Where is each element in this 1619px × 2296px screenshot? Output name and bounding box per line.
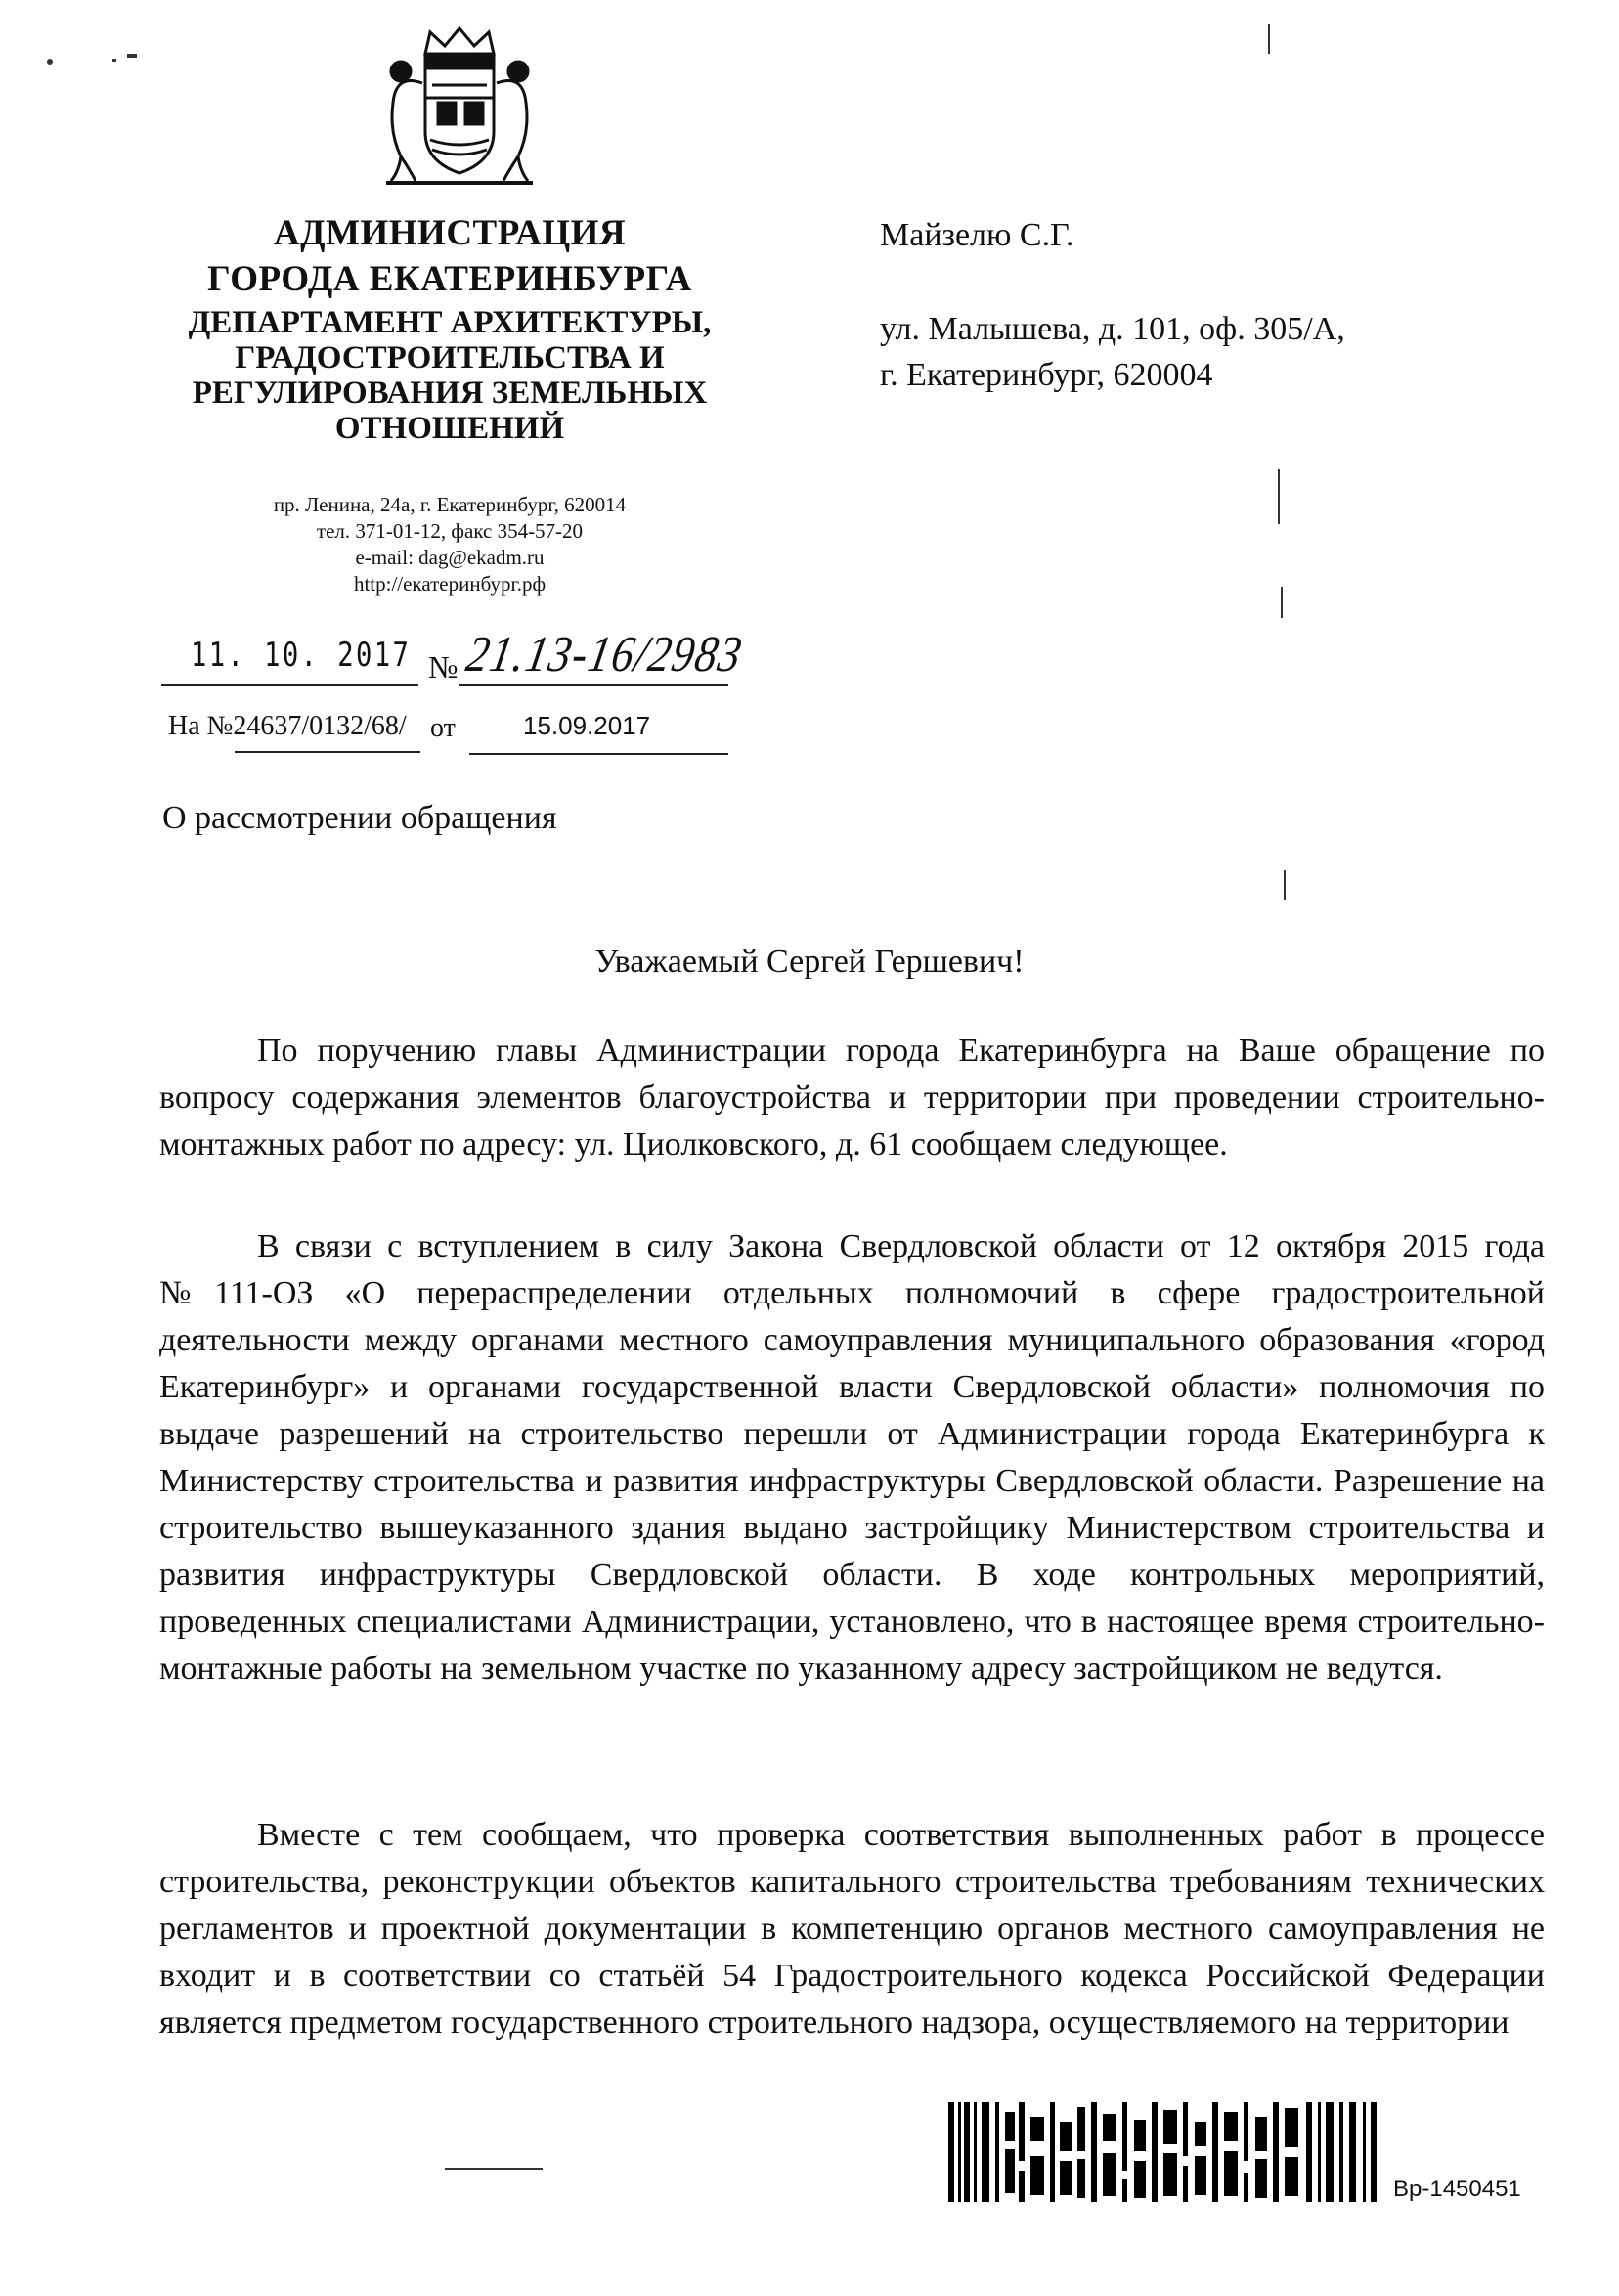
org-email: e-mail: dag@ekadm.ru	[355, 546, 545, 569]
registration-date: 11. 10. 2017	[191, 636, 412, 675]
org-address: пр. Ленина, 24а, г. Екатеринбург, 620014	[273, 493, 627, 516]
barcode-code: Вр-1450451	[1393, 2176, 1521, 2202]
dept-line: ОТНОШЕНИЙ	[334, 411, 565, 446]
paragraph: Вместе с тем сообщаем, что проверка соответствия выполненных работ в процессе строительства, реконструкции объектов капитального строительства требованиям технических регламентов и проектной документации в компетенцию органов местного самоуправления не входит и в соответствии со статьёй 54 Градостроительного кодекса Российской Федерации является предметом государственного строительного надзора, осуществляемого на территории	[159, 1817, 1545, 2041]
paragraph: В связи с вступлением в силу Закона Свердловской области от 12 октября 2015 года №111-ОЗ «О перераспределении отдельных полномочий в сфере градостроительной деятельности между органами местного самоуправления муниципального образования «город Екатеринбург» и органами государственной власти Свердловской области» полномочия по выдаче разрешений на строительство перешли от Администрации города Екатеринбурга к Министерству строительства и развития инфраструктуры Свердловской области. Разрешение на строительство вышеуказанного здания выдано застройщику Министерством строительства и развития инфраструктуры Свердловской области. В ходе контрольных мероприятий, проведенных специалистами Администрации, установлено, что в настоящее время строительно-монтажные работы на земельном участке по указанному адресу застройщиком не ведутся.	[159, 1228, 1545, 1687]
organization-name	[156, 210, 743, 302]
date-underline	[161, 684, 418, 686]
addressee-name: Майзелю С.Г.	[880, 217, 1074, 253]
dept-line: ДЕПАРТАМЕНТ АРХИТЕКТУРЫ,	[188, 305, 712, 340]
coat-of-arms-emblem	[372, 24, 547, 191]
org-website: http://екатеринбург.рф	[353, 572, 547, 596]
addressee-city: г. Екатеринбург, 620004	[880, 357, 1213, 393]
reference-from-label: от	[430, 713, 456, 743]
letter-body	[159, 1028, 1545, 1169]
scan-speck	[1278, 469, 1280, 524]
footer-dash	[445, 2168, 543, 2170]
scan-speck	[1284, 870, 1286, 900]
scan-speck	[1281, 587, 1283, 618]
letter-body	[159, 1812, 1545, 2047]
org-phone: тел. 371-01-12, факс 354-57-20	[316, 519, 584, 543]
scan-speck	[1268, 24, 1270, 54]
registration-number: 21.13-16/2983	[461, 627, 748, 683]
org-name-line1: АДМИНИСТРАЦИЯ	[273, 213, 627, 253]
addressee-street: ул. Малышева, д. 101, оф. 305/А,	[880, 311, 1345, 347]
department-name	[156, 305, 743, 446]
number-sign: №	[428, 649, 459, 684]
barcode	[948, 2102, 1378, 2202]
scan-speck	[127, 54, 137, 58]
letter-body	[159, 1223, 1545, 1693]
number-underline	[459, 684, 728, 686]
contact-block	[156, 492, 743, 597]
letter-subject: О рассмотрении обращения	[162, 800, 557, 836]
reference-number: На №24637/0132/68/	[168, 711, 407, 741]
paragraph: По поручению главы Администрации города Екатеринбурга на Ваше обращение по вопросу содержания элементов благоустройства и территории при проведении строительно-монтажных работ по адресу: ул. Циолковского, д. 61 сообщаем следующее.	[159, 1033, 1545, 1163]
dept-line: РЕГУЛИРОВАНИЯ ЗЕМЕЛЬНЫХ	[192, 375, 708, 411]
scan-speck	[47, 59, 53, 65]
salutation: Уважаемый Сергей Гершевич!	[594, 944, 1025, 980]
reference-date: 15.09.2017	[523, 711, 651, 740]
dept-line: ГРАДОСТРОИТЕЛЬСТВА И	[235, 340, 665, 375]
scan-speck	[112, 59, 116, 62]
reference-underline	[235, 751, 420, 753]
reference-date-underline	[469, 753, 728, 755]
org-name-line2: ГОРОДА ЕКАТЕРИНБУРГА	[207, 259, 692, 299]
